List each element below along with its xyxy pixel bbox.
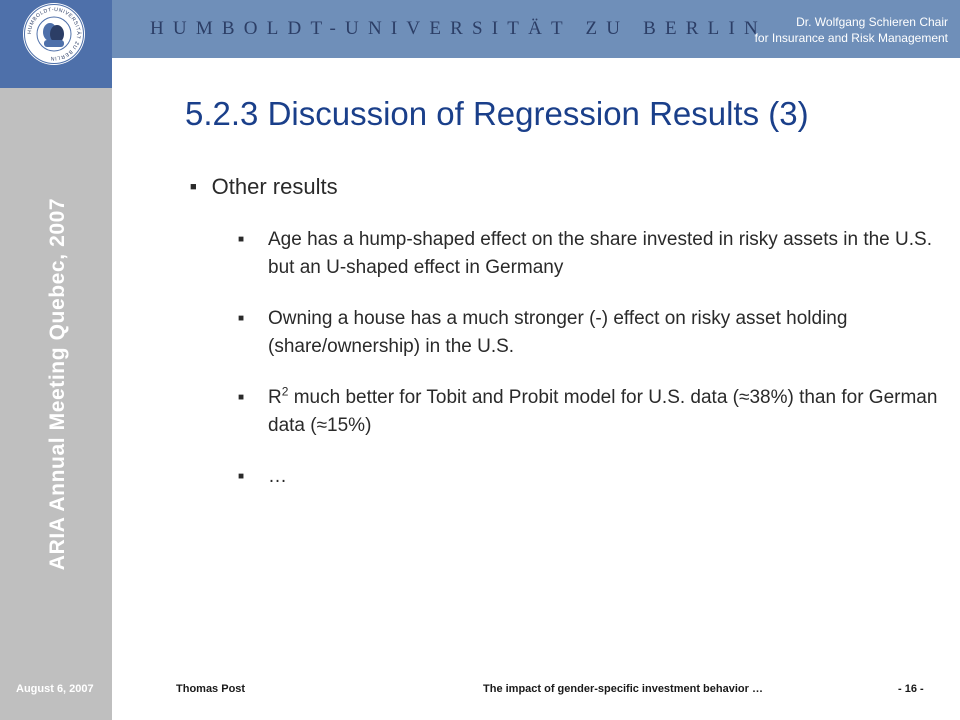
university-name: HUMBOLDT-UNIVERSITÄT ZU BERLIN	[150, 18, 767, 39]
square-bullet-icon: ■	[190, 181, 197, 193]
footer-talk-title: The impact of gender-specific investment behavior …	[483, 683, 763, 695]
university-seal-icon	[22, 2, 86, 66]
chair-line-2: for Insurance and Risk Management	[754, 31, 948, 45]
square-bullet-icon: ■	[238, 313, 245, 324]
r2-de-value: 15%	[327, 415, 366, 436]
footer-author: Thomas Post	[176, 683, 246, 695]
square-bullet-icon: ■	[238, 234, 245, 245]
svg-text:HUMBOLDT-UNIVERSITÄT ZU BERLIN: HUMBOLDT-UNIVERSITÄT ZU BERLIN	[26, 6, 82, 62]
chair-info	[755, 14, 948, 46]
chair-line-1: Dr. Wolfgang Schieren Chair	[796, 15, 948, 29]
slide-title: 5.2.3 Discussion of Regression Results (3)	[185, 95, 809, 132]
r2-superscript: 2	[281, 384, 289, 399]
r2-prefix: R	[268, 387, 282, 408]
square-bullet-icon: ■	[238, 392, 245, 403]
bullet-list	[238, 226, 938, 514]
list-item-ellipsis	[238, 463, 938, 491]
ellipsis-text: …	[268, 466, 287, 487]
r2-part3: )	[365, 415, 372, 436]
r2-us-value: 38%	[749, 387, 788, 408]
list-item-age	[238, 226, 938, 282]
square-bullet-icon: ■	[238, 471, 245, 482]
r2-part2: ) than for German data (	[268, 387, 938, 436]
list-item-house	[238, 305, 938, 361]
age-text: Age has a hump-shaped effect on the share invested in risky assets in the U.S. but an U-shaped effect in Germany	[268, 229, 932, 278]
conference-label: ARIA Annual Meeting Quebec, 2007	[46, 197, 69, 571]
approx-symbol: ≈	[316, 415, 328, 436]
list-item-r2	[238, 384, 938, 440]
footer-page-number: - 16 -	[898, 683, 924, 695]
footer-date: August 6, 2007	[16, 683, 94, 695]
approx-symbol: ≈	[739, 387, 750, 408]
level1-text: Other results	[211, 174, 338, 199]
r2-part1: much better for Tobit and Probit model for U.S. data (	[288, 387, 740, 408]
level1-bullet	[190, 174, 338, 200]
logo-box	[0, 0, 112, 88]
header-bar	[0, 0, 960, 58]
house-text: Owning a house has a much stronger (-) effect on risky asset holding (share/ownership) in the U.S.	[268, 308, 848, 357]
